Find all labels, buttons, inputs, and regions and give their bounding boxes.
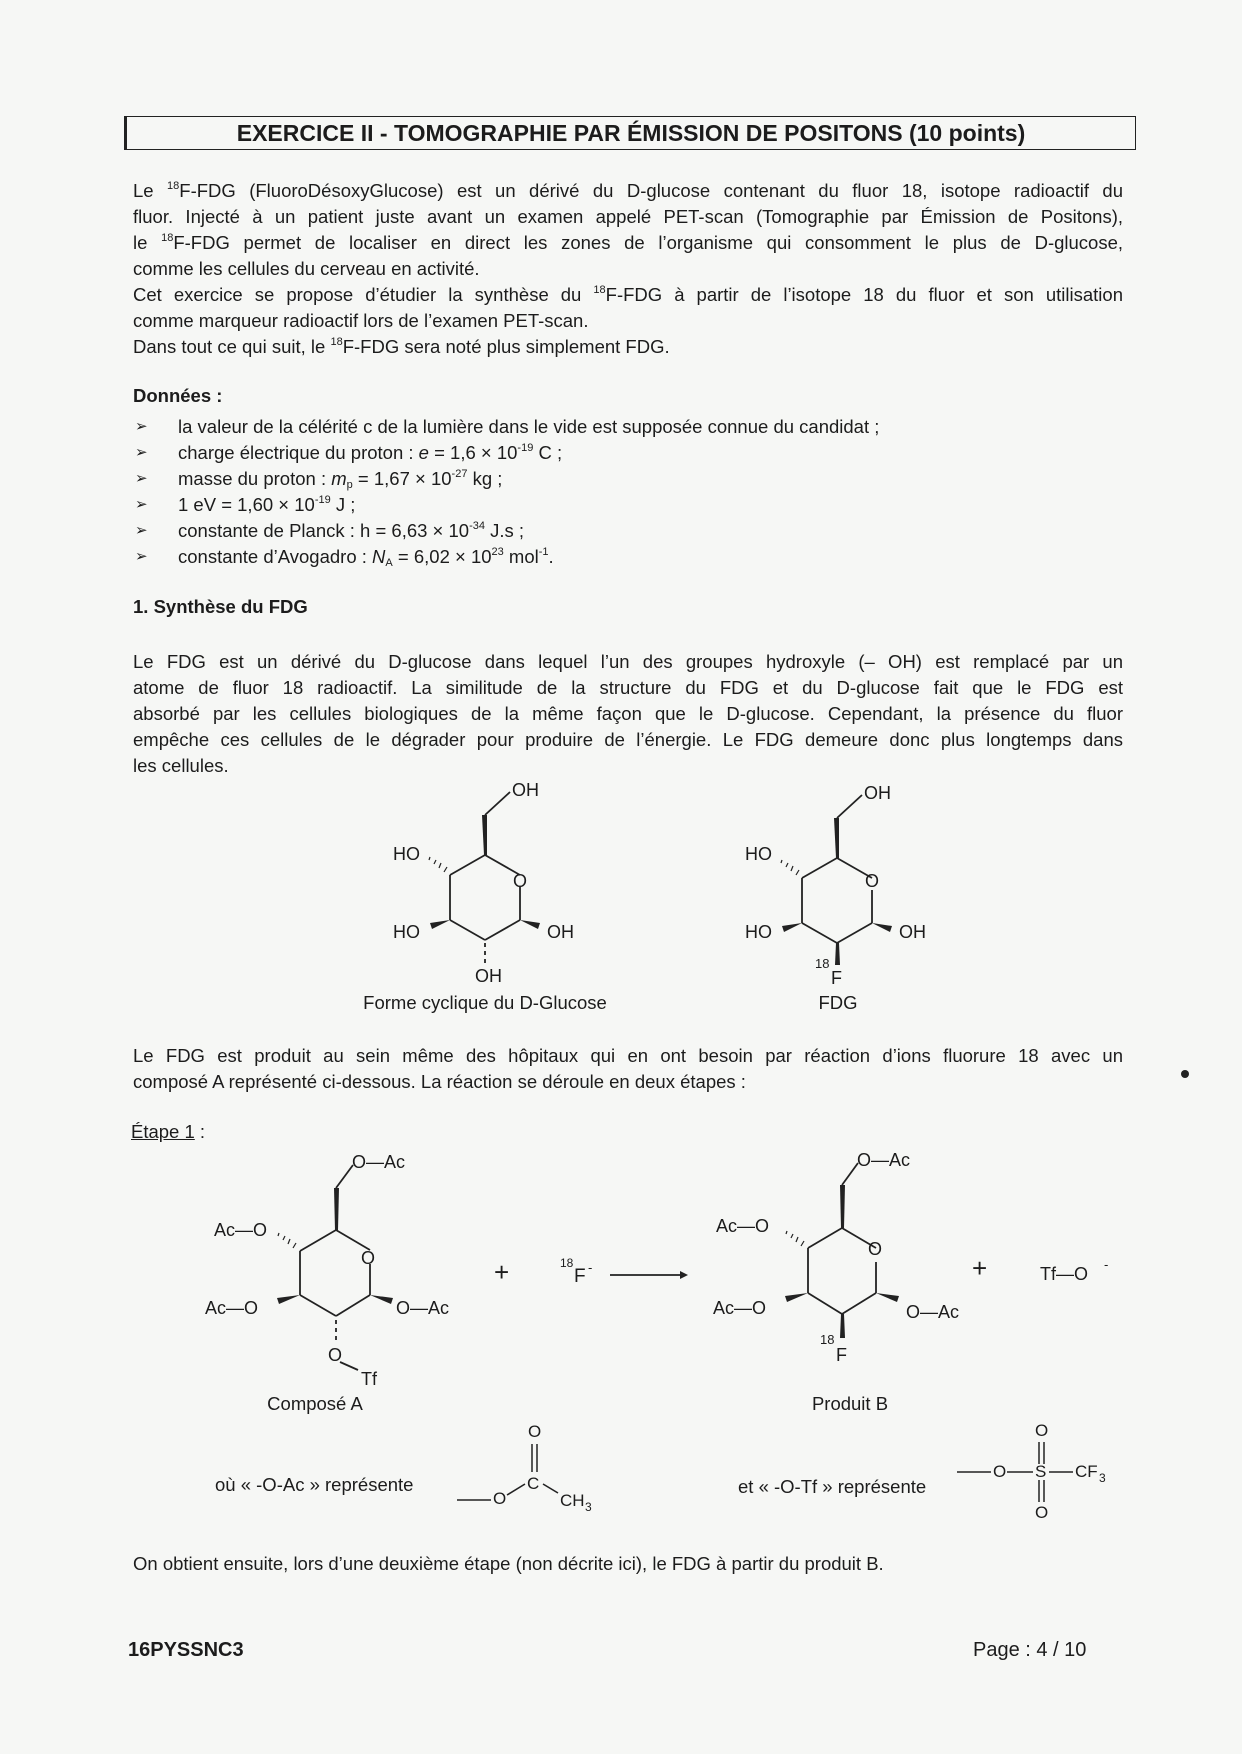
product-b-caption: Produit B xyxy=(811,1393,889,1414)
acetyl-group-structure xyxy=(455,1420,615,1514)
svg-text:-: - xyxy=(588,1260,593,1275)
svg-text:HO: HO xyxy=(393,922,420,942)
svg-text:Tf—O: Tf—O xyxy=(1040,1264,1088,1284)
svg-text:CH: CH xyxy=(560,1491,585,1510)
svg-text:OH: OH xyxy=(475,966,502,986)
page-number: Page : 4 / 10 xyxy=(973,1639,1087,1661)
intro-line: comme les cellules du cerveau en activité. xyxy=(133,258,480,279)
svg-text:HO: HO xyxy=(393,844,420,864)
svg-text:Ac—O: Ac—O xyxy=(713,1298,767,1318)
svg-text:O: O xyxy=(528,1422,542,1441)
arrow-bullet-icon: ➢ xyxy=(135,522,148,539)
arrow-bullet-icon: ➢ xyxy=(135,548,148,565)
svg-text:Ac—O: Ac—O xyxy=(205,1298,259,1318)
fluoride-ion-arrow xyxy=(558,1252,688,1292)
svg-text:18: 18 xyxy=(820,1332,835,1347)
svg-text:S: S xyxy=(1035,1462,1047,1481)
svg-text:F: F xyxy=(836,1345,847,1365)
intro-line: Cet exercice se propose d’étudier la synthèse du $^{18}$F-FDG à partir de l’isotope 18 du fluor et son utilisation xyxy=(133,284,1123,305)
intro-line: comme marqueur radioactif lors de l’examen PET-scan. xyxy=(133,310,589,331)
intro-line: Le $^{18}$F-FDG (FluoroDésoxyGlucose) est un dérivé du D-glucose contenant du fluor 18, isotope radioactif du xyxy=(133,180,1124,201)
svg-text:F: F xyxy=(831,968,842,988)
section-paragraph: Le FDG est un dérivé du D-glucose dans lequel l’un des groupes hydroxyle (– OH) est remplacé par un atome de fluor 18 radioactif. La similitude de la structure du FDG et du D-glucose fait que le FDG est absorbé par les cellules biologiques de la même façon que le D-glucose. Cependant, la présence du fluor empêche ces cellules de le dégrader pour produire de l’énergie. Le FDG demeure donc plus longtemps dans les cellules. xyxy=(133,651,1123,776)
oac-legend-text: où « -O-Ac » représente xyxy=(215,1474,414,1495)
plus-sign: + xyxy=(494,1257,510,1287)
svg-text:OH: OH xyxy=(864,783,891,803)
compound-a-structure xyxy=(200,1140,480,1390)
svg-text:Ac—O: Ac—O xyxy=(716,1216,770,1236)
triflyl-group-structure xyxy=(955,1420,1115,1520)
svg-text:HO: HO xyxy=(745,922,772,942)
product-b-structure xyxy=(700,1138,980,1378)
exam-code: 16PYSSNC3 xyxy=(128,1639,244,1661)
svg-text:O: O xyxy=(513,871,528,891)
compound-a-caption: Composé A xyxy=(267,1393,363,1414)
svg-text:O—Ac: O—Ac xyxy=(857,1150,911,1170)
svg-text:O: O xyxy=(993,1462,1007,1481)
svg-text:HO: HO xyxy=(745,844,772,864)
svg-text:OH: OH xyxy=(512,780,539,800)
fdg-caption: FDG xyxy=(818,992,858,1013)
fdg-structure xyxy=(732,778,962,993)
svg-text:O—Ac: O—Ac xyxy=(352,1152,406,1172)
svg-text:Tf: Tf xyxy=(361,1369,377,1389)
svg-text:-: - xyxy=(1104,1257,1109,1272)
svg-text:O: O xyxy=(1035,1421,1049,1440)
svg-text:O: O xyxy=(328,1345,343,1365)
final-sentence: On obtient ensuite, lors d’une deuxième étape (non décrite ici), le FDG à partir du produit B. xyxy=(133,1553,884,1574)
svg-text:18: 18 xyxy=(815,956,830,971)
glucose-caption: Forme cyclique du D-Glucose xyxy=(363,992,607,1013)
intro-paragraph xyxy=(133,178,1123,360)
data-heading: Données : xyxy=(133,385,223,406)
svg-text:OH: OH xyxy=(547,922,574,942)
arrow-bullet-icon: ➢ xyxy=(135,444,148,461)
etape-1-label: Étape 1 : xyxy=(131,1121,206,1142)
arrow-bullet-icon: ➢ xyxy=(135,418,148,435)
triflate-ion xyxy=(1038,1255,1118,1289)
otf-legend-text: et « -O-Tf » représente xyxy=(738,1476,927,1497)
svg-text:CF: CF xyxy=(1075,1462,1098,1481)
exam-page: EXERCICE II - TOMOGRAPHIE PAR ÉMISSION DE POSITONS (10 points) Le $^{18}$F-FDG (FluoroDésoxyGlucose) est un dérivé du D-glucose contenant du fluor 18, isotope radioactif du fluor. Injecté à un patient juste avant un examen appelé PET-scan (Tomographie par Émission de Positons), le $^{18}$F-FDG permet de localiser en direct les zones de l’organisme qui consomment le plus de D-glucose, comme les cellules du cerveau en activité. Cet exercice se propose d’étudier la synthèse du $^{18}$F-FDG à partir de l’isotope 18 du fluor et son utilisation comme marqueur radioactif lors de l’examen PET-scan. Dans tout ce qui suit, le $^{18}$F-FDG sera noté plus simplement FDG. Données : ➢ la valeur de la célérité c de la lumière dans le vide est supposée connue du candidat ; ➢ charge électrique du proton : $e = 1,6 \times 10^{-19}$ C ; ➢ masse du proton : $m_p = 1,67 \times 10^{-27}$ kg ; ➢ 1 eV = $1,60 \times 10^{-19}$ J ; ➢ constante de Planck : $h = 6,63 \times 10^{-34}$ J.s ; ➢ constante d’Avogadro : $N_A = 6,02 \times 10^{23}$ mol$^{-1}$. 1. Synthèse du FDG Le FDG est un dérivé du D-glucose dans lequel l’un des groupes hydroxyle (– OH) est remplacé par un atome de fluor 18 radioactif. La similitude de la structure du FDG et du D-glucose fait que le FDG est absorbé par les cellules biologiques de la même façon que le D-glucose. Cependant, la présence du fluor empêche ces cellules de le dégrader pour produire de l’énergie. Le FDG demeure donc plus longtemps dans les cellules. OH HO O HO OH OH Forme cyclique du D-Glucose OH HO O HO OH 18 F FDG Le FDG est produit au sein même des hôpitaux qui en ont besoin par réaction d’ions fluorure 18 avec un composé A représenté ci-dessous. La réaction se déroule en deux étapes : Étape 1 : O—Ac Ac—O O Ac—O O—Ac O Tf Composé A + 18 F - O—Ac Ac—O O Ac—O O—Ac 18 F Produit B + Tf—O - où « -O-Ac » représente O C O CH 3 et « -O-Tf » représente O O S CF 3 O On obtient ensuite, lors d’une deuxième étape (non décrite ici), le FDG à partir du produit B. 16PYSSNC3 Page : 4 / 10 xyxy=(0,0,1242,1754)
intro-line: fluor. Injecté à un patient juste avant un examen appelé PET-scan (Tomographie par Émission de Positons), xyxy=(133,206,1123,227)
svg-text:18: 18 xyxy=(560,1256,574,1270)
plus-sign: + xyxy=(972,1253,988,1283)
svg-text:O—Ac: O—Ac xyxy=(906,1302,960,1322)
arrow-bullet-icon: ➢ xyxy=(135,496,148,513)
svg-text:F: F xyxy=(574,1266,586,1287)
exercise-title: EXERCICE II - TOMOGRAPHIE PAR ÉMISSION DE POSITONS (10 points) xyxy=(124,116,1136,150)
svg-text:O: O xyxy=(868,1239,883,1259)
svg-text:OH: OH xyxy=(899,922,926,942)
arrow-bullet-icon: ➢ xyxy=(135,470,148,487)
intro-line: le $^{18}$F-FDG permet de localiser en direct les zones de l’organisme qui consomment le plus de D-glucose, xyxy=(133,232,1124,253)
svg-text:O: O xyxy=(1035,1503,1049,1522)
svg-text:Ac—O: Ac—O xyxy=(214,1220,268,1240)
svg-text:O: O xyxy=(361,1248,376,1268)
glucose-structure xyxy=(380,775,610,990)
svg-text:C: C xyxy=(527,1474,540,1493)
section-heading: 1. Synthèse du FDG xyxy=(133,596,308,617)
svg-text:O—Ac: O—Ac xyxy=(396,1298,450,1318)
ink-dot xyxy=(1181,1070,1189,1078)
svg-text:O: O xyxy=(493,1489,507,1508)
svg-text:3: 3 xyxy=(1099,1471,1106,1485)
svg-text:3: 3 xyxy=(585,1500,592,1514)
intro-line: Dans tout ce qui suit, le $^{18}$F-FDG sera noté plus simplement FDG. xyxy=(133,336,670,357)
svg-text:O: O xyxy=(865,871,880,891)
section-paragraph: Le FDG est produit au sein même des hôpitaux qui en ont besoin par réaction d’ions fluorure 18 avec un composé A représenté ci-dessous. La réaction se déroule en deux étapes : xyxy=(133,1045,1123,1092)
